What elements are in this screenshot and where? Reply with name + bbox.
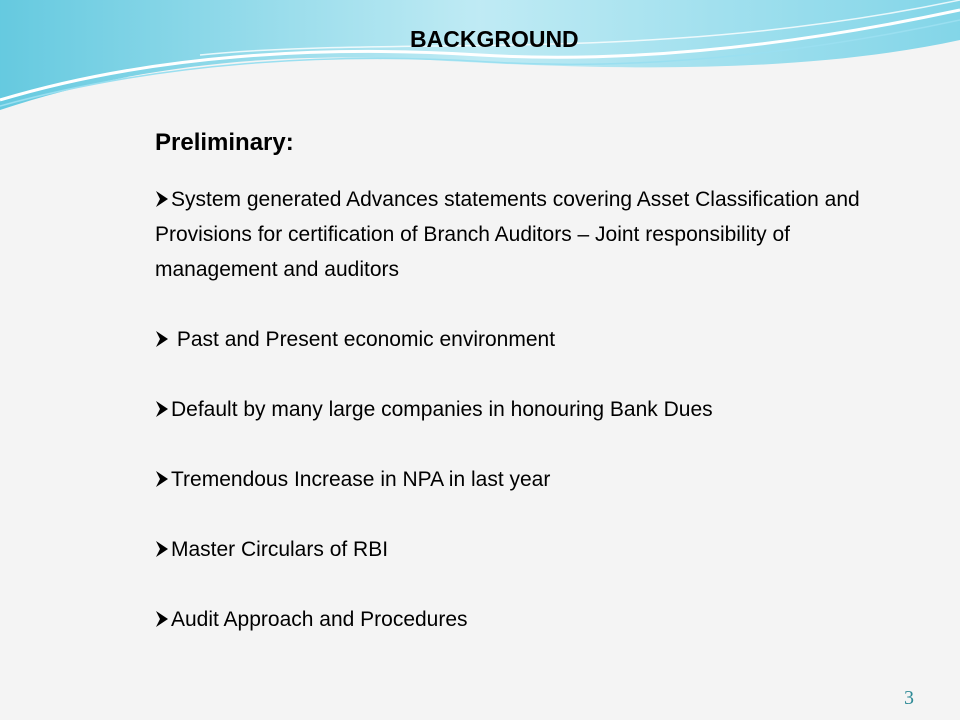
slide-title: BACKGROUND: [410, 26, 579, 52]
section-heading: Preliminary:: [155, 129, 294, 156]
list-item: [155, 462, 875, 497]
arrow-bullet-icon: [155, 470, 169, 488]
arrow-bullet-icon: [155, 190, 169, 208]
bullet-text: Tremendous Increase in NPA in last year: [171, 468, 551, 491]
slide-content: [155, 128, 875, 672]
bullet-text: Default by many large companies in honouring Bank Dues: [171, 398, 713, 421]
arrow-bullet-icon: [155, 610, 169, 628]
bullet-text: Master Circulars of RBI: [171, 538, 389, 561]
bullet-text: System generated Advances statements covering Asset Classification and Provisions for certification of Branch Auditors – Joint responsibility of management and auditors: [155, 188, 860, 281]
bullet-text: Audit Approach and Procedures: [171, 608, 468, 631]
list-item: [155, 532, 875, 567]
list-item: [155, 602, 875, 637]
arrow-bullet-icon: [155, 330, 169, 348]
list-item: [155, 392, 875, 427]
arrow-bullet-icon: [155, 400, 169, 418]
bullet-text: Past and Present economic environment: [171, 328, 556, 351]
decorative-wave-header: [0, 0, 960, 120]
list-item: [155, 322, 875, 357]
list-item: [155, 182, 875, 287]
page-number: 3: [904, 687, 914, 709]
arrow-bullet-icon: [155, 540, 169, 558]
